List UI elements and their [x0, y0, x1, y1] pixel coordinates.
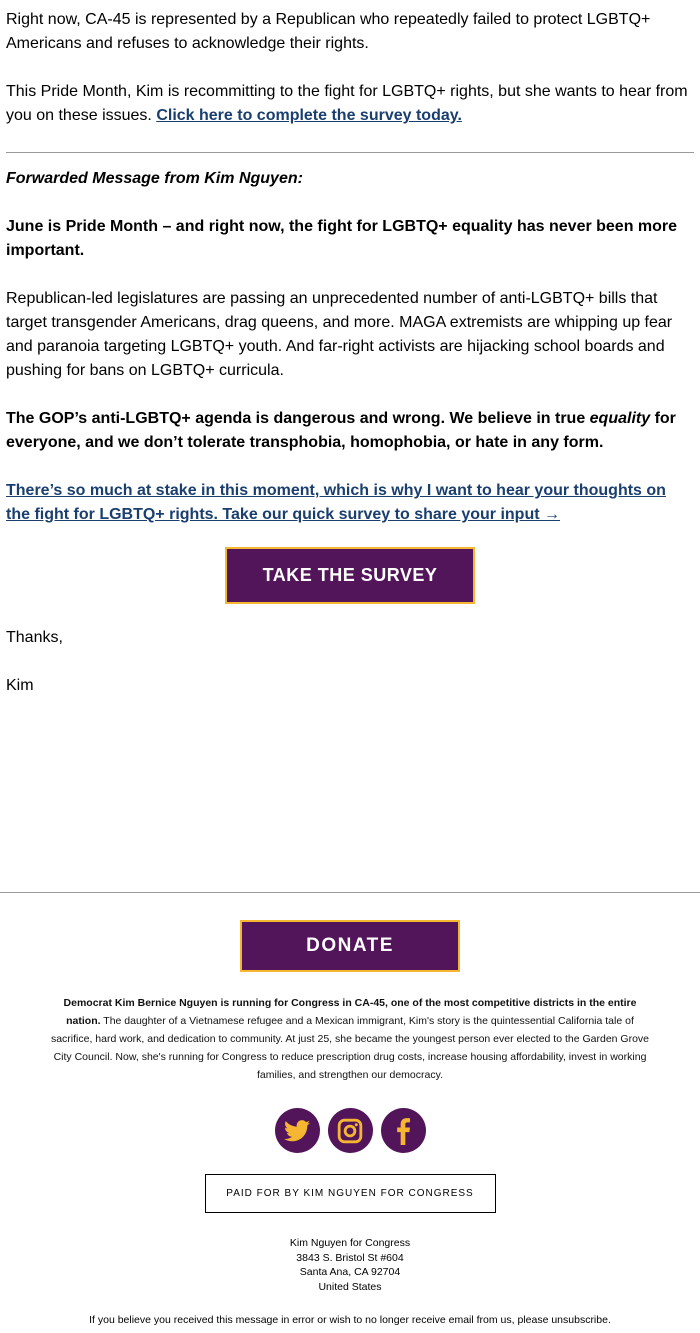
- candidate-blurb: [50, 994, 650, 1084]
- pride-heading: June is Pride Month – and right now, the fight for LGBTQ+ equality has never been more important.: [6, 218, 678, 259]
- intro-survey-paragraph: [6, 80, 694, 128]
- gop-text-a: The GOP’s anti-LGBTQ+ agenda is dangerous and wrong. We believe in true: [6, 410, 590, 427]
- footer-divider: [0, 892, 700, 893]
- signature: Kim: [6, 677, 34, 694]
- mailing-address: [0, 1236, 700, 1294]
- divider: [6, 152, 694, 153]
- instagram-icon[interactable]: [328, 1108, 373, 1153]
- address-line: 3843 S. Bristol St #604: [296, 1251, 404, 1264]
- take-survey-button[interactable]: TAKE THE SURVEY: [225, 547, 475, 604]
- gop-paragraph: [6, 407, 694, 455]
- thanks-text: Thanks,: [6, 629, 63, 646]
- forwarded-heading: Forwarded Message from Kim Nguyen:: [6, 170, 303, 187]
- footer: [0, 920, 700, 1326]
- donate-button[interactable]: DONATE: [240, 920, 460, 972]
- survey-cta-link[interactable]: There’s so much at stake in this moment, which is why I want to hear your thoughts on the fight for LGBTQ+ rights. Take our quick survey to share your input →: [6, 482, 666, 523]
- body-paragraph: Republican-led legislatures are passing an unprecedented number of anti-LGBTQ+ bills that target transgender Americans, drag queens, and more. MAGA extremists are whipping up fear and paranoia targeting LGBTQ+ youth. And far-right activists are hijacking school boards and pushing for bans on LGBTQ+ curricula.: [6, 290, 673, 379]
- equality-text: equality: [589, 410, 651, 427]
- twitter-icon[interactable]: [275, 1108, 320, 1153]
- survey-link[interactable]: Click here to complete the survey today.: [156, 107, 462, 124]
- unsubscribe-text[interactable]: If you believe you received this message in error or wish to no longer receive email from us, please unsubscribe.: [89, 1314, 611, 1326]
- intro-text: This Pride Month, Kim is recommitting to the fight for LGBTQ+ rights, but she wants to hear from you on these issues.: [6, 83, 688, 124]
- address-line: Santa Ana, CA 92704: [299, 1266, 401, 1278]
- gop-text-b: for everyone, and we don’t tolerate transphobia, homophobia, or hate in any form.: [6, 410, 676, 451]
- facebook-icon[interactable]: [381, 1108, 426, 1153]
- blurb-text: The daughter of a Vietnamese refugee and a Mexican immigrant, Kim's story is the quintessential California tale of sacrifice, hard work, and dedication to community. At just 25, she became the youngest person ever elected to the Garden Grove City Council. Now, she's running for Congress to reduce prescription drug costs, increase housing affordability, invest in working families, and strengthen our democracy.: [50, 1015, 650, 1081]
- social-links: [0, 1108, 700, 1153]
- address-line: Kim Nguyen for Congress: [289, 1237, 411, 1249]
- address-line: United States: [318, 1280, 382, 1293]
- blurb-bold: Democrat Kim Bernice Nguyen is running for Congress in CA-45, one of the most competitive districts in the entire nation.: [63, 997, 637, 1027]
- intro-paragraph: Right now, CA-45 is represented by a Republican who repeatedly failed to protect LGBTQ+ Americans and refuses to acknowledge their rights.: [6, 11, 651, 52]
- paid-for-disclaimer: PAID FOR BY KIM NGUYEN FOR CONGRESS: [205, 1174, 496, 1213]
